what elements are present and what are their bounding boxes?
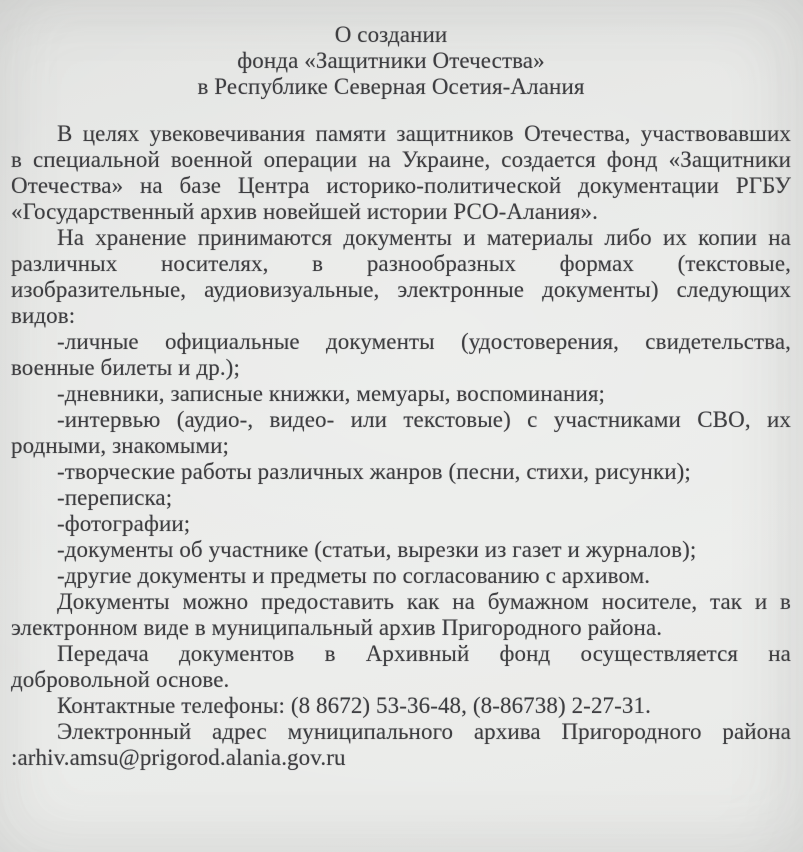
paragraph-line: -личные официальные документы (удостоверения, свидетельства, bbox=[57, 329, 791, 354]
paragraph-line: Электронный адрес муниципального архива Пригородного района bbox=[57, 719, 791, 744]
title-line: О создании bbox=[334, 22, 448, 47]
paragraph-line: изобразительные, аудиовизуальные, электронные документы) следующих bbox=[11, 277, 791, 302]
paragraph-line: Документы можно предоставить как на бумажном носителе, так и в bbox=[57, 589, 791, 614]
paragraph-line: различных носителях, в разнообразных формах (текстовые, bbox=[11, 251, 791, 276]
paragraph-line: Контактные телефоны: (8 8672) 53-36-48, (8-86738) 2-27-31. bbox=[57, 693, 651, 718]
paragraph-line: военные билеты и др.); bbox=[11, 355, 240, 380]
paragraph-line: родными, знакомыми; bbox=[11, 433, 229, 458]
paragraph-line: Отечества» на базе Центра историко-политической документации РГБУ bbox=[11, 173, 791, 198]
paragraph-line: -творческие работы различных жанров (песни, стихи, рисунки); bbox=[57, 459, 691, 484]
paragraph-line: -дневники, записные книжки, мемуары, воспоминания; bbox=[57, 381, 606, 406]
paragraph-line: В целях увековечивания памяти защитников Отечества, участвовавших bbox=[57, 121, 791, 146]
paragraph-line: -документы об участнике (статьи, вырезки из газет и журналов); bbox=[57, 537, 697, 562]
paragraph-line: «Государственный архив новейшей истории РСО-Алания». bbox=[11, 199, 598, 224]
paragraph-line: -другие документы и предметы по согласованию с архивом. bbox=[57, 563, 651, 588]
paragraph-line: :arhiv.amsu@prigorod.alania.gov.ru bbox=[11, 745, 346, 770]
paragraph-line: Передача документов в Архивный фонд осуществляется на bbox=[57, 641, 791, 666]
document-title bbox=[11, 22, 791, 100]
paragraph-line: -фотографии; bbox=[57, 511, 191, 536]
paragraph-line: добровольной основе. bbox=[11, 667, 230, 692]
paragraph-line: -переписка; bbox=[57, 485, 173, 510]
document-page bbox=[11, 22, 791, 771]
title-line: фонда «Защитники Отечества» bbox=[237, 48, 545, 73]
paragraph-line: электронном виде в муниципальный архив Пригородного района. bbox=[11, 615, 663, 640]
paragraph-line: -интервью (аудио-, видео- или текстовые) с участниками СВО, их bbox=[57, 407, 791, 432]
paragraph-line: На хранение принимаются документы и материалы либо их копии на bbox=[57, 225, 791, 250]
document-body bbox=[11, 121, 791, 771]
paragraph-line: видов: bbox=[11, 303, 76, 328]
title-line: в Республике Северная Осетия-Алания bbox=[197, 74, 585, 99]
paragraph-line: в специальной военной операции на Украине, создается фонд «Защитники bbox=[11, 147, 791, 172]
